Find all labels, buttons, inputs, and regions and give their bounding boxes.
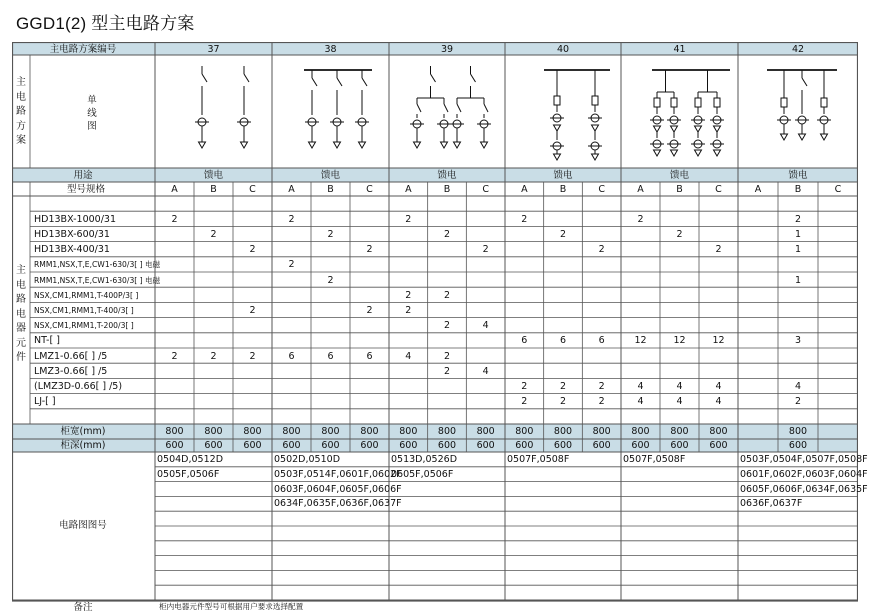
circuit-diagram-no: 0505F,0506F: [157, 468, 220, 480]
component-name: NT-[ ]: [34, 335, 60, 347]
circuit-diagram-no: 0507F,0508F: [507, 454, 570, 465]
subcol-header: B: [676, 184, 683, 195]
cabinet-depth: 600: [437, 440, 457, 451]
component-qty: 2: [366, 244, 373, 256]
component-qty: 2: [598, 380, 605, 392]
component-qty: 12: [673, 335, 686, 347]
component-qty: 2: [288, 259, 295, 271]
component-qty: 1: [794, 274, 802, 286]
component-qty: 2: [559, 396, 567, 408]
component-qty: 12: [634, 335, 647, 347]
component-qty: 2: [443, 365, 451, 377]
subcol-header: C: [598, 184, 605, 195]
subcol-header: A: [637, 184, 644, 195]
cabinet-depth: 600: [360, 440, 379, 451]
component-qty: 4: [715, 396, 722, 408]
component-name: LJ-[ ]: [34, 396, 56, 408]
circuit-diagram-no: 0503F,0514F,0601F,0602F: [274, 468, 402, 480]
subcol-header: A: [754, 184, 762, 195]
component-qty: 4: [676, 380, 683, 392]
component-name: LMZ1-0.66[ ] /5: [34, 350, 108, 362]
usage-value: 馈电: [669, 170, 690, 181]
subcol-header: A: [288, 184, 295, 195]
component-qty: 6: [366, 350, 373, 362]
cabinet-width: 800: [592, 426, 611, 437]
component-qty: 1: [794, 228, 802, 240]
component-name: RMM1,NSX,T,E,CW1-630/3[ ] 电磁: [34, 275, 161, 285]
component-qty: 2: [598, 396, 605, 408]
cabinet-width: 800: [553, 426, 573, 437]
cabinet-depth: 600: [670, 440, 689, 451]
subcol-header: A: [171, 184, 178, 195]
subcol-header: C: [834, 184, 842, 195]
component-qty: 6: [559, 335, 567, 347]
component-qty: 2: [559, 380, 567, 392]
cabinet-width: 800: [709, 426, 728, 437]
usage-value: 馈电: [553, 170, 573, 181]
cabinet-width: 800: [243, 426, 262, 437]
component-qty: 2: [598, 244, 605, 256]
subcol-header: B: [794, 184, 802, 195]
component-qty: 2: [366, 304, 373, 316]
cabinet-depth: 600: [788, 440, 808, 451]
cabinet-depth: 600: [476, 440, 495, 451]
circuit-diagram-no: 0503F,0504F,0507F,0508F: [740, 454, 868, 465]
subcol-header: B: [210, 184, 217, 195]
component-qty: 4: [482, 365, 489, 377]
subcol-header: A: [405, 184, 412, 195]
scheme-no: 38: [324, 44, 337, 55]
component-qty: 2: [521, 213, 528, 225]
component-name: NSX,CM1,RMM1,T-200/3[ ]: [34, 321, 134, 331]
component-qty: 2: [443, 289, 451, 301]
circuit-diagram-no: 0513D,0526D: [391, 454, 458, 465]
component-qty: 2: [559, 228, 567, 240]
cabinet-width: 800: [165, 426, 184, 437]
component-name: HD13BX-1000/31: [34, 213, 116, 225]
cabinet-depth: 600: [631, 440, 650, 451]
circuit-diagram-no: 0605F,0506F: [391, 468, 454, 480]
scheme-no: 40: [556, 44, 570, 55]
component-qty: 4: [676, 396, 683, 408]
circuit-diagram-no: 0603F,0604F,0605F,0606F: [274, 483, 402, 495]
subcol-header: C: [366, 184, 373, 195]
component-qty: 4: [637, 396, 644, 408]
single-line-diagrams: [12, 42, 858, 602]
subcol-header: C: [482, 184, 489, 195]
cabinet-depth: 600: [553, 440, 573, 451]
component-qty: 2: [637, 213, 644, 225]
circuit-diagram-label: 电路图图号: [59, 520, 107, 531]
component-qty: 2: [794, 213, 802, 225]
page-title: GGD1(2) 型主电路方案: [16, 14, 195, 33]
cabinet-width: 800: [788, 426, 808, 437]
subcol-header: C: [249, 184, 256, 195]
cabinet-width: 800: [204, 426, 223, 437]
cabinet-width-label: 柜宽(mm): [60, 426, 106, 437]
component-qty: 2: [327, 274, 334, 286]
scheme-table: [12, 42, 868, 613]
cabinet-width: 800: [437, 426, 457, 437]
subcol-header: C: [715, 184, 722, 195]
circuit-diagram-no: 0605F,0606F,0634F,0635F: [740, 483, 868, 495]
component-qty: 2: [521, 396, 528, 408]
component-qty: 2: [443, 228, 451, 240]
component-name: HD13BX-600/31: [34, 228, 110, 240]
component-name: NSX,CM1,RMM1,T-400P/3[ ]: [34, 290, 139, 300]
component-name: NSX,CM1,RMM1,T-400/3[ ]: [34, 305, 134, 315]
component-qty: 2: [249, 304, 256, 316]
usage-value: 馈电: [788, 170, 808, 181]
component-qty: 6: [327, 350, 334, 362]
component-qty: 2: [405, 304, 412, 316]
remark-text: 柜内电器元件型号可根据用户要求选择配置: [159, 602, 304, 611]
scheme-no: 41: [673, 44, 686, 55]
component-qty: 2: [171, 213, 178, 225]
component-qty: 2: [210, 228, 217, 240]
component-qty: 2: [443, 350, 451, 362]
component-qty: 2: [715, 244, 722, 256]
component-qty: 2: [288, 213, 295, 225]
circuit-diagram-no: 0502D,0510D: [274, 454, 341, 465]
cabinet-width: 800: [631, 426, 650, 437]
usage-label: 用途: [73, 170, 93, 181]
component-qty: 2: [405, 213, 412, 225]
cabinet-width: 800: [399, 426, 418, 437]
cabinet-depth: 600: [204, 440, 223, 451]
cabinet-depth: 600: [165, 440, 184, 451]
cabinet-width: 800: [282, 426, 301, 437]
cabinet-width: 800: [321, 426, 340, 437]
cabinet-depth: 600: [399, 440, 418, 451]
component-name: HD13BX-400/31: [34, 244, 110, 256]
scheme-no: 37: [207, 44, 220, 55]
circuit-diagram-no: 0636F,0637F: [740, 498, 803, 510]
cabinet-width: 800: [670, 426, 689, 437]
usage-value: 馈电: [437, 170, 457, 181]
cabinet-depth: 600: [321, 440, 340, 451]
component-qty: 4: [405, 350, 412, 362]
cabinet-depth: 600: [282, 440, 301, 451]
component-qty: 2: [210, 350, 217, 362]
component-qty: 4: [715, 380, 722, 392]
component-qty: 6: [288, 350, 295, 362]
circuit-diagram-no: 0507F,0508F: [623, 454, 686, 465]
component-name: (LMZ3D-0.66[ ] /5): [34, 380, 123, 392]
component-qty: 4: [637, 380, 644, 392]
single-line-side-label: 主电路方案: [16, 77, 26, 146]
cabinet-depth: 600: [243, 440, 262, 451]
component-qty: 2: [249, 244, 256, 256]
usage-value: 馈电: [320, 170, 341, 181]
component-qty: 1: [794, 244, 802, 256]
component-qty: 2: [405, 289, 412, 301]
spec-label: 型号规格: [67, 184, 106, 195]
component-qty: 6: [521, 335, 528, 347]
components-side-label: 主电路电器元件: [16, 265, 26, 363]
component-qty: 6: [598, 335, 605, 347]
subcol-header: B: [443, 184, 451, 195]
cabinet-depth: 600: [515, 440, 534, 451]
cabinet-width: 800: [360, 426, 379, 437]
component-qty: 2: [443, 320, 451, 332]
circuit-diagram-no: 0601F,0602F,0603F,0604F: [740, 468, 868, 480]
component-qty: 2: [482, 244, 489, 256]
component-qty: 4: [794, 380, 802, 392]
circuit-diagram-no: 0634F,0635F,0636F,0637F: [274, 498, 402, 510]
single-line-label: 单线图: [87, 95, 97, 132]
cabinet-depth-label: 柜深(mm): [60, 440, 106, 451]
component-qty: 4: [482, 320, 489, 332]
usage-value: 馈电: [203, 170, 224, 181]
component-qty: 2: [521, 380, 528, 392]
component-qty: 2: [327, 228, 334, 240]
component-qty: 2: [249, 350, 256, 362]
subcol-header: B: [327, 184, 334, 195]
component-qty: 2: [171, 350, 178, 362]
scheme-no: 42: [791, 44, 805, 55]
cabinet-depth: 600: [709, 440, 728, 451]
scheme-no: 39: [440, 44, 454, 55]
component-name: LMZ3-0.66[ ] /5: [34, 365, 108, 377]
component-name: RMM1,NSX,T,E,CW1-630/3[ ] 电磁: [34, 260, 161, 270]
component-qty: 2: [794, 396, 802, 408]
cabinet-width: 800: [515, 426, 534, 437]
component-qty: 2: [676, 228, 683, 240]
component-qty: 12: [712, 335, 725, 347]
remark-label: 备注: [73, 601, 93, 613]
subcol-header: B: [559, 184, 567, 195]
circuit-diagram-no: 0504D,0512D: [157, 454, 224, 465]
component-qty: 3: [794, 335, 802, 347]
scheme-no-label: 主电路方案编号: [49, 44, 117, 55]
cabinet-width: 800: [476, 426, 495, 437]
subcol-header: A: [521, 184, 528, 195]
cabinet-depth: 600: [592, 440, 611, 451]
